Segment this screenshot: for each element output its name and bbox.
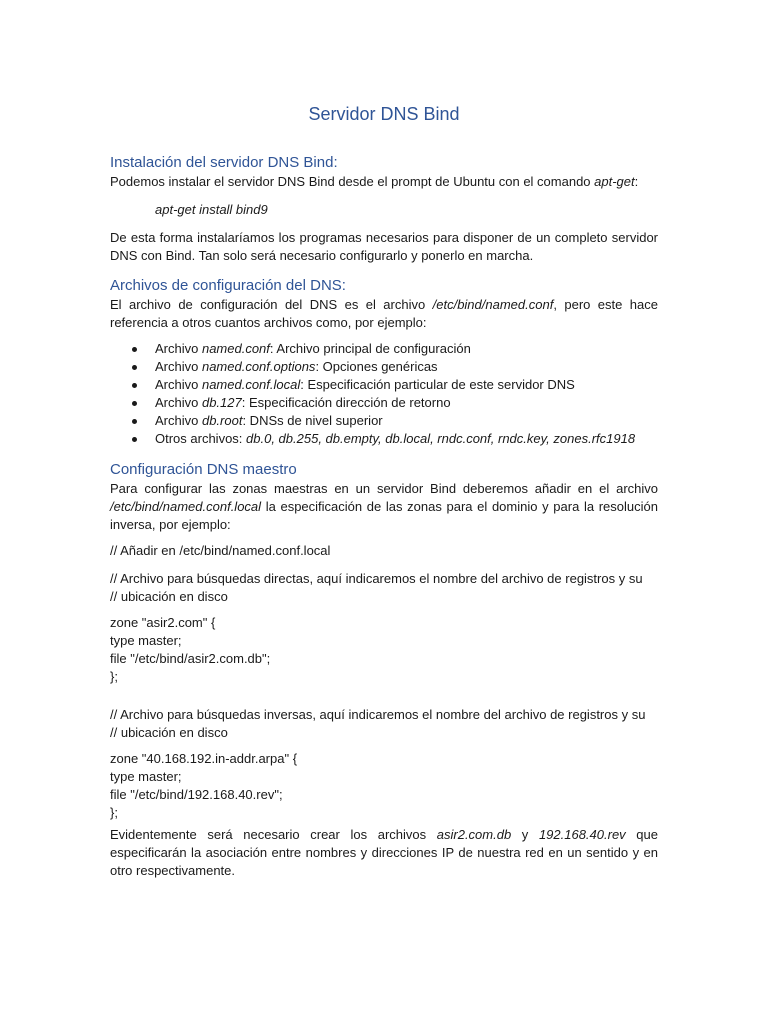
text-italic: apt-get bbox=[594, 174, 635, 189]
bullet-icon bbox=[132, 437, 137, 442]
text: Archivo bbox=[155, 359, 202, 374]
bullet-icon bbox=[132, 419, 137, 424]
text-italic: named.conf.local bbox=[201, 377, 301, 392]
text: : Especificación particular de este servidor DNS bbox=[300, 377, 575, 392]
zone-block-reverse bbox=[110, 750, 658, 822]
config-file-list bbox=[110, 340, 658, 448]
list-item bbox=[110, 430, 658, 448]
code-line: zone "asir2.com" { bbox=[110, 615, 216, 630]
text: la especificación de las zonas para el dominio y para la resolución inversa, por ejemplo: bbox=[110, 499, 658, 532]
text-italic: named.conf.options bbox=[201, 359, 316, 374]
text: Archivo bbox=[155, 395, 202, 410]
code-comment-block bbox=[110, 570, 658, 606]
text: : Especificación dirección de retorno bbox=[241, 395, 451, 410]
text: : Archivo principal de configuración bbox=[269, 341, 471, 356]
section-heading: Configuración DNS maestro bbox=[110, 461, 297, 478]
code-line: type master; bbox=[110, 633, 182, 648]
text: y bbox=[511, 827, 539, 842]
code-line: file "/etc/bind/192.168.40.rev"; bbox=[110, 787, 283, 802]
paragraph bbox=[110, 480, 658, 534]
paragraph: De esta forma instalaríamos los programas necesarios para disponer de un completo servidor DNS con Bind. Tan solo será necesario configurarlo y ponerlo en marcha. bbox=[110, 230, 658, 263]
text: : bbox=[634, 174, 639, 189]
text-italic: 192.168.40.rev bbox=[538, 827, 626, 842]
code-line: }; bbox=[110, 805, 118, 820]
code-comment: // ubicación en disco bbox=[110, 725, 228, 740]
text-italic: /etc/bind/named.conf bbox=[432, 297, 554, 312]
text: Archivo bbox=[155, 413, 202, 428]
section-master-dns bbox=[110, 460, 658, 534]
text: Otros archivos: bbox=[155, 431, 247, 446]
text-italic: db.127 bbox=[201, 395, 242, 410]
install-command: apt-get install bind9 bbox=[155, 202, 268, 217]
bullet-icon bbox=[132, 401, 137, 406]
bullet-icon bbox=[132, 365, 137, 370]
text: Archivo bbox=[155, 377, 202, 392]
text-italic: db.0, db.255, db.empty, db.local, rndc.conf, rndc.key, zones.rfc1918 bbox=[246, 431, 636, 446]
section-config-files bbox=[110, 276, 658, 332]
code-comment: // Archivo para búsquedas directas, aquí indicaremos el nombre del archivo de registros y su bbox=[110, 571, 643, 586]
section-installation bbox=[110, 153, 658, 191]
list-item bbox=[110, 394, 658, 412]
code-line: zone "40.168.192.in-addr.arpa" { bbox=[110, 751, 298, 766]
text: : Opciones genéricas bbox=[315, 359, 438, 374]
text: Para configurar las zonas maestras en un servidor Bind deberemos añadir en el archivo bbox=[110, 481, 658, 496]
code-comment: // Archivo para búsquedas inversas, aquí indicaremos el nombre del archivo de registros y su bbox=[110, 707, 646, 722]
document-title: Servidor DNS Bind bbox=[308, 104, 460, 124]
code-comment: // ubicación en disco bbox=[110, 589, 228, 604]
text: El archivo de configuración del DNS es el archivo bbox=[110, 297, 433, 312]
text: Archivo bbox=[155, 341, 202, 356]
text: que especificarán la asociación entre nombres y direcciones IP de nuestra red en un sentido y en otro respectivamente. bbox=[110, 827, 658, 878]
zone-block-direct bbox=[110, 614, 658, 686]
text-italic: db.root bbox=[201, 413, 243, 428]
list-item bbox=[110, 376, 658, 394]
list-item bbox=[110, 358, 658, 376]
list-item bbox=[110, 340, 658, 358]
code-line: file "/etc/bind/asir2.com.db"; bbox=[110, 651, 271, 666]
section-heading: Instalación del servidor DNS Bind: bbox=[110, 154, 338, 171]
paragraph bbox=[110, 296, 658, 332]
text: Evidentemente será necesario crear los archivos bbox=[110, 827, 437, 842]
bullet-icon bbox=[132, 347, 137, 352]
text-italic: asir2.com.db bbox=[436, 827, 512, 842]
paragraph bbox=[110, 826, 658, 880]
code-line: }; bbox=[110, 669, 118, 684]
text: , pero este hace referencia a otros cuantos archivos como, por ejemplo: bbox=[110, 297, 658, 330]
section-heading: Archivos de configuración del DNS: bbox=[110, 277, 346, 294]
text-italic: named.conf bbox=[201, 341, 270, 356]
code-line: type master; bbox=[110, 769, 182, 784]
text: Podemos instalar el servidor DNS Bind desde el prompt de Ubuntu con el comando bbox=[110, 174, 595, 189]
document-page bbox=[110, 0, 658, 1024]
code-comment-block bbox=[110, 706, 658, 742]
text: : DNSs de nivel superior bbox=[242, 413, 383, 428]
code-comment: // Añadir en /etc/bind/named.conf.local bbox=[110, 543, 331, 558]
list-item bbox=[110, 412, 658, 430]
paragraph bbox=[110, 173, 658, 191]
text-italic: /etc/bind/named.conf.local bbox=[110, 499, 262, 514]
bullet-icon bbox=[132, 383, 137, 388]
